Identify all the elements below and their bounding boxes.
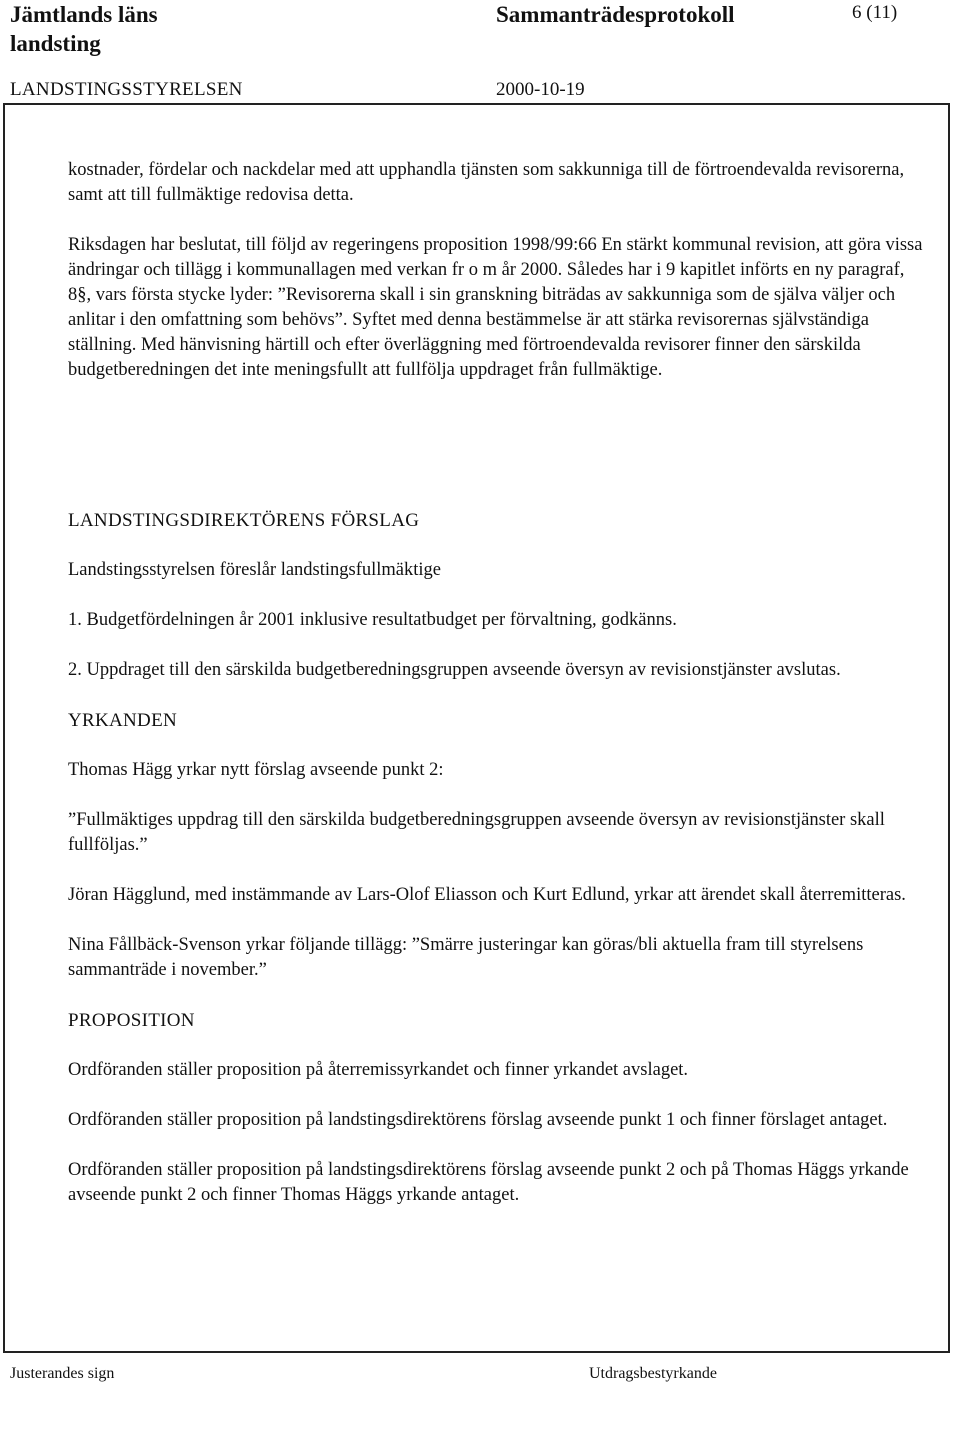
board-name: LANDSTINGSSTYRELSEN bbox=[10, 79, 243, 100]
footer-extract-label: Utdragsbestyrkande bbox=[589, 1365, 717, 1382]
frame-bottom-divider bbox=[3, 1351, 950, 1353]
frame-top-divider bbox=[3, 103, 950, 105]
motion-hagg: Thomas Hägg yrkar nytt förslag avseende punkt 2: bbox=[68, 760, 444, 780]
protocol-body bbox=[68, 158, 926, 1208]
footer-sign-label: Justerandes sign bbox=[10, 1365, 115, 1382]
document-title: Sammanträdesprotokoll bbox=[496, 2, 735, 27]
motion-hagglund: Jöran Hägglund, med instämmande av Lars-Olof Eliasson och Kurt Edlund, yrkar att ärendet skall återremitteras. bbox=[68, 885, 906, 905]
organization-name-text: Jämtlands läns landsting bbox=[10, 2, 158, 56]
section-heading-forslag: LANDSTINGSDIREKTÖRENS FÖRSLAG bbox=[68, 510, 420, 531]
meeting-date: 2000-10-19 bbox=[496, 79, 585, 100]
paragraph-riksdagen: Riksdagen har beslutat, till följd av regeringens proposition 1998/99:66 En stärkt kommunal revision, att göra vissa ändringar och tillägg i kommunallagen med verkan fr o m år 2000. Således har i 9 kapitlet införts en ny paragraf, 8§, vars första stycke lyder: ”Revisorerna skall i sin granskning biträdas av sakkunniga som de själva väljer och anlitar i den omfattning som behövs”. Syftet med denna bestämmelse är att stärka revisorernas självständiga ställning. Med hänvisning härtill och efter överläggning med förtroendevalda revisorer finner den särskilda budgetberedningen det inte meningsfullt att fullfölja uppdraget från fullmäktige. bbox=[68, 235, 923, 380]
motion-fallback-svenson: Nina Fållbäck-Svenson yrkar följande tillägg: ”Smärre justeringar kan göras/bli aktuella fram till styrelsens sammanträde i november.” bbox=[68, 935, 864, 980]
motion-hagg-quote: ”Fullmäktiges uppdrag till den särskilda budgetberedningsgruppen avseende översyn av revisionstjänster skall fullföljas.” bbox=[68, 810, 885, 855]
page-number: 6 (11) bbox=[852, 2, 898, 23]
section-heading-proposition: PROPOSITION bbox=[68, 1010, 195, 1031]
proposal-intro: Landstingsstyrelsen föreslår landstingsfullmäktige bbox=[68, 560, 442, 580]
paragraph-costs: kostnader, fördelar och nackdelar med att upphandla tjänsten som sakkunniga till de förtroendevalda revisorerna, samt att till fullmäktige redovisa detta. bbox=[68, 160, 905, 205]
proposition-1: Ordföranden ställer proposition på återremissyrkandet och finner yrkandet avslaget. bbox=[68, 1060, 689, 1080]
proposal-item-2: 2. Uppdraget till den särskilda budgetberedningsgruppen avseende översyn av revisionstjänster avslutas. bbox=[68, 660, 841, 680]
proposition-2: Ordföranden ställer proposition på landstingsdirektörens förslag avseende punkt 1 och finner förslaget antaget. bbox=[68, 1110, 888, 1130]
frame-right-border bbox=[948, 104, 950, 1352]
section-heading-yrkanden: YRKANDEN bbox=[68, 710, 178, 731]
proposal-item-1: 1. Budgetfördelningen år 2001 inklusive resultatbudget per förvaltning, godkänns. bbox=[68, 610, 677, 630]
organization-name bbox=[10, 0, 210, 58]
proposition-3: Ordföranden ställer proposition på landstingsdirektörens förslag avseende punkt 2 och på Thomas Häggs yrkande avseende punkt 2 och finner Thomas Häggs yrkande antaget. bbox=[68, 1160, 909, 1205]
frame-left-border bbox=[3, 104, 5, 1352]
